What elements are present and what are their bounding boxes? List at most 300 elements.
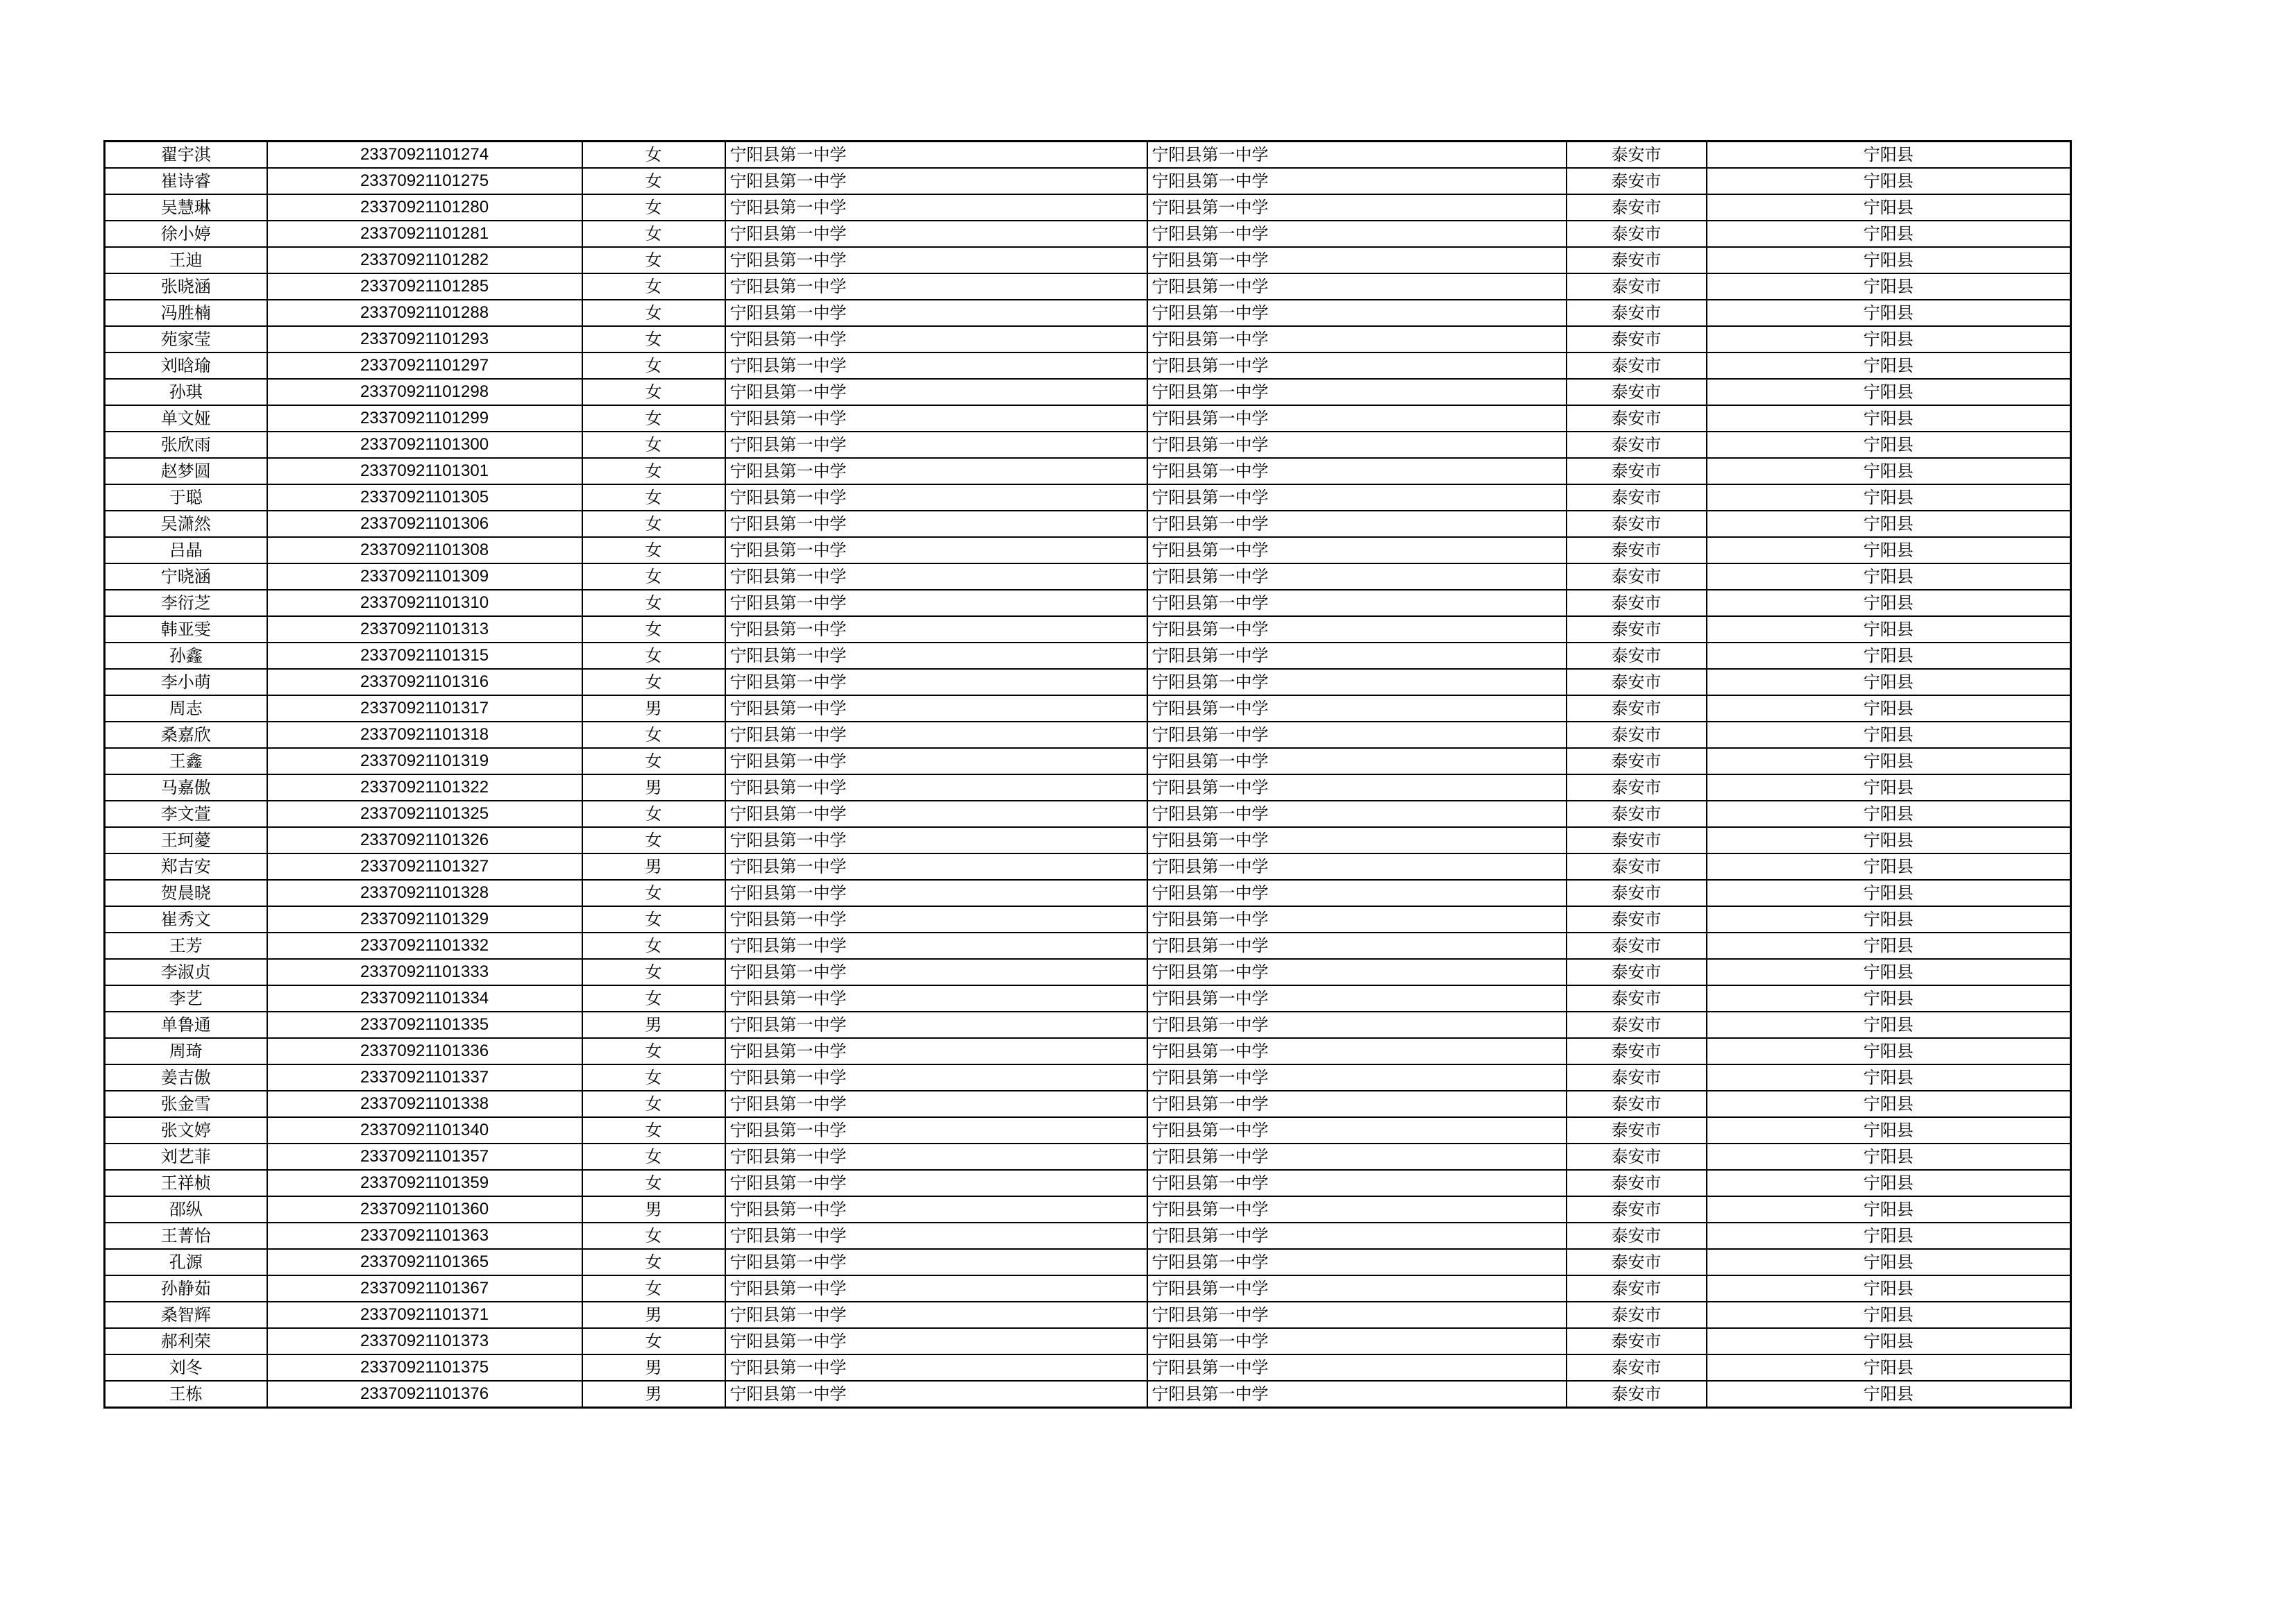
school-cell: 宁阳县第一中学 (725, 1354, 1147, 1381)
student-name-cell: 冯胜楠 (105, 300, 267, 326)
table-row (105, 405, 2071, 432)
school-cell: 宁阳县第一中学 (725, 432, 1147, 458)
candidate-number-cell: 23370921101375 (267, 1354, 582, 1381)
candidate-number-cell: 23370921101360 (267, 1196, 582, 1223)
table-row (105, 616, 2071, 643)
county-cell: 宁阳县 (1707, 827, 2071, 853)
city-cell: 泰安市 (1567, 880, 1707, 906)
student-name-cell: 王珂薆 (105, 827, 267, 853)
city-cell: 泰安市 (1567, 273, 1707, 300)
county-cell: 宁阳县 (1707, 273, 2071, 300)
school-secondary-cell: 宁阳县第一中学 (1147, 1275, 1567, 1302)
county-cell: 宁阳县 (1707, 616, 2071, 643)
candidate-number-cell: 23370921101333 (267, 959, 582, 985)
school-cell: 宁阳县第一中学 (725, 194, 1147, 221)
school-cell: 宁阳县第一中学 (725, 985, 1147, 1012)
school-cell: 宁阳县第一中学 (725, 1275, 1147, 1302)
student-name-cell: 于聪 (105, 484, 267, 511)
table-row (105, 853, 2071, 880)
school-secondary-cell: 宁阳县第一中学 (1147, 300, 1567, 326)
city-cell: 泰安市 (1567, 352, 1707, 379)
city-cell: 泰安市 (1567, 1038, 1707, 1064)
candidate-number-cell: 23370921101328 (267, 880, 582, 906)
county-cell: 宁阳县 (1707, 1117, 2071, 1144)
school-cell: 宁阳县第一中学 (725, 722, 1147, 748)
school-cell: 宁阳县第一中学 (725, 827, 1147, 853)
gender-cell: 女 (582, 432, 725, 458)
student-name-cell: 张晓涵 (105, 273, 267, 300)
school-secondary-cell: 宁阳县第一中学 (1147, 827, 1567, 853)
candidate-number-cell: 23370921101299 (267, 405, 582, 432)
student-name-cell: 苑家莹 (105, 326, 267, 352)
student-name-cell: 徐小婷 (105, 221, 267, 247)
gender-cell: 女 (582, 906, 725, 933)
candidate-number-cell: 23370921101376 (267, 1381, 582, 1408)
candidate-number-cell: 23370921101332 (267, 933, 582, 959)
table-row (105, 511, 2071, 537)
county-cell: 宁阳县 (1707, 432, 2071, 458)
school-cell: 宁阳县第一中学 (725, 1381, 1147, 1408)
school-cell: 宁阳县第一中学 (725, 616, 1147, 643)
student-name-cell: 单文娅 (105, 405, 267, 432)
school-cell: 宁阳县第一中学 (725, 1012, 1147, 1038)
school-secondary-cell: 宁阳县第一中学 (1147, 273, 1567, 300)
gender-cell: 男 (582, 1012, 725, 1038)
student-table (103, 140, 2072, 1409)
county-cell: 宁阳县 (1707, 933, 2071, 959)
candidate-number-cell: 23370921101275 (267, 168, 582, 194)
county-cell: 宁阳县 (1707, 1012, 2071, 1038)
county-cell: 宁阳县 (1707, 142, 2071, 169)
candidate-number-cell: 23370921101306 (267, 511, 582, 537)
gender-cell: 女 (582, 273, 725, 300)
county-cell: 宁阳县 (1707, 563, 2071, 590)
school-cell: 宁阳县第一中学 (725, 247, 1147, 273)
city-cell: 泰安市 (1567, 669, 1707, 695)
city-cell: 泰安市 (1567, 801, 1707, 827)
school-secondary-cell: 宁阳县第一中学 (1147, 1223, 1567, 1249)
city-cell: 泰安市 (1567, 247, 1707, 273)
gender-cell: 女 (582, 959, 725, 985)
table-row (105, 1064, 2071, 1091)
city-cell: 泰安市 (1567, 1117, 1707, 1144)
school-secondary-cell: 宁阳县第一中学 (1147, 168, 1567, 194)
school-cell: 宁阳县第一中学 (725, 1196, 1147, 1223)
school-secondary-cell: 宁阳县第一中学 (1147, 247, 1567, 273)
county-cell: 宁阳县 (1707, 1275, 2071, 1302)
candidate-number-cell: 23370921101335 (267, 1012, 582, 1038)
county-cell: 宁阳县 (1707, 1354, 2071, 1381)
city-cell: 泰安市 (1567, 616, 1707, 643)
school-secondary-cell: 宁阳县第一中学 (1147, 511, 1567, 537)
school-cell: 宁阳县第一中学 (725, 1064, 1147, 1091)
school-secondary-cell: 宁阳县第一中学 (1147, 379, 1567, 405)
candidate-number-cell: 23370921101322 (267, 774, 582, 801)
student-name-cell: 刘冬 (105, 1354, 267, 1381)
student-name-cell: 周志 (105, 695, 267, 722)
candidate-number-cell: 23370921101337 (267, 1064, 582, 1091)
school-cell: 宁阳县第一中学 (725, 537, 1147, 563)
school-cell: 宁阳县第一中学 (725, 1144, 1147, 1170)
county-cell: 宁阳县 (1707, 1064, 2071, 1091)
student-name-cell: 郑吉安 (105, 853, 267, 880)
table-row (105, 1117, 2071, 1144)
gender-cell: 女 (582, 563, 725, 590)
county-cell: 宁阳县 (1707, 511, 2071, 537)
candidate-number-cell: 23370921101315 (267, 643, 582, 669)
gender-cell: 女 (582, 1038, 725, 1064)
table-row (105, 880, 2071, 906)
county-cell: 宁阳县 (1707, 484, 2071, 511)
school-secondary-cell: 宁阳县第一中学 (1147, 1117, 1567, 1144)
table-row (105, 379, 2071, 405)
table-row (105, 1038, 2071, 1064)
city-cell: 泰安市 (1567, 748, 1707, 774)
county-cell: 宁阳县 (1707, 379, 2071, 405)
student-name-cell: 宁晓涵 (105, 563, 267, 590)
gender-cell: 女 (582, 142, 725, 169)
table-row (105, 221, 2071, 247)
county-cell: 宁阳县 (1707, 880, 2071, 906)
school-cell: 宁阳县第一中学 (725, 352, 1147, 379)
gender-cell: 女 (582, 326, 725, 352)
candidate-number-cell: 23370921101293 (267, 326, 582, 352)
gender-cell: 女 (582, 1249, 725, 1275)
candidate-number-cell: 23370921101298 (267, 379, 582, 405)
county-cell: 宁阳县 (1707, 774, 2071, 801)
school-cell: 宁阳县第一中学 (725, 774, 1147, 801)
city-cell: 泰安市 (1567, 774, 1707, 801)
table-row (105, 985, 2071, 1012)
table-row (105, 1012, 2071, 1038)
gender-cell: 女 (582, 1117, 725, 1144)
school-cell: 宁阳县第一中学 (725, 1170, 1147, 1196)
city-cell: 泰安市 (1567, 300, 1707, 326)
school-cell: 宁阳县第一中学 (725, 1091, 1147, 1117)
table-row (105, 537, 2071, 563)
candidate-number-cell: 23370921101301 (267, 458, 582, 484)
candidate-number-cell: 23370921101318 (267, 722, 582, 748)
city-cell: 泰安市 (1567, 1196, 1707, 1223)
city-cell: 泰安市 (1567, 695, 1707, 722)
student-name-cell: 张欣雨 (105, 432, 267, 458)
school-secondary-cell: 宁阳县第一中学 (1147, 1302, 1567, 1328)
gender-cell: 女 (582, 1064, 725, 1091)
school-cell: 宁阳县第一中学 (725, 511, 1147, 537)
school-cell: 宁阳县第一中学 (725, 590, 1147, 616)
gender-cell: 女 (582, 352, 725, 379)
table-row (105, 933, 2071, 959)
school-secondary-cell: 宁阳县第一中学 (1147, 1038, 1567, 1064)
school-cell: 宁阳县第一中学 (725, 1302, 1147, 1328)
candidate-number-cell: 23370921101313 (267, 616, 582, 643)
county-cell: 宁阳县 (1707, 1249, 2071, 1275)
school-cell: 宁阳县第一中学 (725, 801, 1147, 827)
table-body (105, 142, 2071, 1408)
school-secondary-cell: 宁阳县第一中学 (1147, 1170, 1567, 1196)
gender-cell: 女 (582, 1275, 725, 1302)
student-name-cell: 贺晨晓 (105, 880, 267, 906)
city-cell: 泰安市 (1567, 590, 1707, 616)
school-secondary-cell: 宁阳县第一中学 (1147, 1354, 1567, 1381)
school-cell: 宁阳县第一中学 (725, 853, 1147, 880)
candidate-number-cell: 23370921101297 (267, 352, 582, 379)
student-name-cell: 王菁怡 (105, 1223, 267, 1249)
gender-cell: 女 (582, 458, 725, 484)
candidate-number-cell: 23370921101300 (267, 432, 582, 458)
student-name-cell: 吴潇然 (105, 511, 267, 537)
county-cell: 宁阳县 (1707, 959, 2071, 985)
student-name-cell: 李淑贞 (105, 959, 267, 985)
table-row (105, 300, 2071, 326)
school-cell: 宁阳县第一中学 (725, 379, 1147, 405)
school-secondary-cell: 宁阳县第一中学 (1147, 695, 1567, 722)
table-row (105, 142, 2071, 169)
table-row (105, 1196, 2071, 1223)
school-secondary-cell: 宁阳县第一中学 (1147, 1196, 1567, 1223)
student-name-cell: 刘艺菲 (105, 1144, 267, 1170)
table-row (105, 1170, 2071, 1196)
school-secondary-cell: 宁阳县第一中学 (1147, 1064, 1567, 1091)
school-secondary-cell: 宁阳县第一中学 (1147, 221, 1567, 247)
student-name-cell: 郝利荣 (105, 1328, 267, 1354)
school-cell: 宁阳县第一中学 (725, 168, 1147, 194)
school-secondary-cell: 宁阳县第一中学 (1147, 432, 1567, 458)
school-secondary-cell: 宁阳县第一中学 (1147, 722, 1567, 748)
table-row (105, 906, 2071, 933)
candidate-number-cell: 23370921101371 (267, 1302, 582, 1328)
candidate-number-cell: 23370921101338 (267, 1091, 582, 1117)
student-name-cell: 桑智辉 (105, 1302, 267, 1328)
city-cell: 泰安市 (1567, 1275, 1707, 1302)
school-cell: 宁阳县第一中学 (725, 1038, 1147, 1064)
school-secondary-cell: 宁阳县第一中学 (1147, 669, 1567, 695)
candidate-number-cell: 23370921101329 (267, 906, 582, 933)
student-name-cell: 吕晶 (105, 537, 267, 563)
city-cell: 泰安市 (1567, 1064, 1707, 1091)
city-cell: 泰安市 (1567, 326, 1707, 352)
candidate-number-cell: 23370921101308 (267, 537, 582, 563)
gender-cell: 女 (582, 221, 725, 247)
city-cell: 泰安市 (1567, 194, 1707, 221)
city-cell: 泰安市 (1567, 643, 1707, 669)
city-cell: 泰安市 (1567, 933, 1707, 959)
school-secondary-cell: 宁阳县第一中学 (1147, 352, 1567, 379)
county-cell: 宁阳县 (1707, 1170, 2071, 1196)
school-cell: 宁阳县第一中学 (725, 669, 1147, 695)
school-secondary-cell: 宁阳县第一中学 (1147, 959, 1567, 985)
city-cell: 泰安市 (1567, 432, 1707, 458)
student-name-cell: 马嘉傲 (105, 774, 267, 801)
candidate-number-cell: 23370921101326 (267, 827, 582, 853)
county-cell: 宁阳县 (1707, 748, 2071, 774)
county-cell: 宁阳县 (1707, 695, 2071, 722)
student-name-cell: 刘晗瑜 (105, 352, 267, 379)
student-name-cell: 孔源 (105, 1249, 267, 1275)
city-cell: 泰安市 (1567, 827, 1707, 853)
school-secondary-cell: 宁阳县第一中学 (1147, 590, 1567, 616)
gender-cell: 女 (582, 616, 725, 643)
city-cell: 泰安市 (1567, 484, 1707, 511)
table-row (105, 194, 2071, 221)
city-cell: 泰安市 (1567, 1381, 1707, 1408)
school-secondary-cell: 宁阳县第一中学 (1147, 194, 1567, 221)
gender-cell: 女 (582, 1144, 725, 1170)
table-row (105, 1144, 2071, 1170)
school-cell: 宁阳县第一中学 (725, 906, 1147, 933)
county-cell: 宁阳县 (1707, 247, 2071, 273)
school-cell: 宁阳县第一中学 (725, 142, 1147, 169)
county-cell: 宁阳县 (1707, 985, 2071, 1012)
table-row (105, 1091, 2071, 1117)
county-cell: 宁阳县 (1707, 669, 2071, 695)
table-row (105, 168, 2071, 194)
county-cell: 宁阳县 (1707, 1196, 2071, 1223)
school-secondary-cell: 宁阳县第一中学 (1147, 801, 1567, 827)
table-row (105, 748, 2071, 774)
candidate-number-cell: 23370921101325 (267, 801, 582, 827)
table-row (105, 590, 2071, 616)
gender-cell: 女 (582, 484, 725, 511)
roster-sheet (103, 140, 2070, 1409)
table-row (105, 827, 2071, 853)
gender-cell: 女 (582, 1223, 725, 1249)
student-name-cell: 韩亚雯 (105, 616, 267, 643)
gender-cell: 女 (582, 300, 725, 326)
candidate-number-cell: 23370921101359 (267, 1170, 582, 1196)
candidate-number-cell: 23370921101282 (267, 247, 582, 273)
school-cell: 宁阳县第一中学 (725, 563, 1147, 590)
school-cell: 宁阳县第一中学 (725, 1328, 1147, 1354)
table-row (105, 484, 2071, 511)
county-cell: 宁阳县 (1707, 352, 2071, 379)
student-name-cell: 李艺 (105, 985, 267, 1012)
gender-cell: 男 (582, 1196, 725, 1223)
city-cell: 泰安市 (1567, 405, 1707, 432)
candidate-number-cell: 23370921101365 (267, 1249, 582, 1275)
gender-cell: 女 (582, 1328, 725, 1354)
candidate-number-cell: 23370921101340 (267, 1117, 582, 1144)
school-secondary-cell: 宁阳县第一中学 (1147, 1091, 1567, 1117)
city-cell: 泰安市 (1567, 1012, 1707, 1038)
student-name-cell: 邵纵 (105, 1196, 267, 1223)
county-cell: 宁阳县 (1707, 643, 2071, 669)
county-cell: 宁阳县 (1707, 1144, 2071, 1170)
candidate-number-cell: 23370921101288 (267, 300, 582, 326)
student-name-cell: 赵梦圆 (105, 458, 267, 484)
student-name-cell: 周琦 (105, 1038, 267, 1064)
table-row (105, 1381, 2071, 1408)
student-name-cell: 孙琪 (105, 379, 267, 405)
table-row (105, 1275, 2071, 1302)
county-cell: 宁阳县 (1707, 1038, 2071, 1064)
school-cell: 宁阳县第一中学 (725, 880, 1147, 906)
gender-cell: 男 (582, 1302, 725, 1328)
gender-cell: 女 (582, 643, 725, 669)
county-cell: 宁阳县 (1707, 722, 2071, 748)
school-cell: 宁阳县第一中学 (725, 959, 1147, 985)
city-cell: 泰安市 (1567, 1328, 1707, 1354)
city-cell: 泰安市 (1567, 906, 1707, 933)
student-name-cell: 王栋 (105, 1381, 267, 1408)
student-name-cell: 孙静茹 (105, 1275, 267, 1302)
school-secondary-cell: 宁阳县第一中学 (1147, 853, 1567, 880)
gender-cell: 女 (582, 405, 725, 432)
candidate-number-cell: 23370921101305 (267, 484, 582, 511)
school-secondary-cell: 宁阳县第一中学 (1147, 326, 1567, 352)
student-name-cell: 姜吉傲 (105, 1064, 267, 1091)
school-secondary-cell: 宁阳县第一中学 (1147, 563, 1567, 590)
county-cell: 宁阳县 (1707, 458, 2071, 484)
city-cell: 泰安市 (1567, 537, 1707, 563)
city-cell: 泰安市 (1567, 458, 1707, 484)
gender-cell: 女 (582, 880, 725, 906)
city-cell: 泰安市 (1567, 379, 1707, 405)
school-secondary-cell: 宁阳县第一中学 (1147, 616, 1567, 643)
candidate-number-cell: 23370921101317 (267, 695, 582, 722)
candidate-number-cell: 23370921101274 (267, 142, 582, 169)
county-cell: 宁阳县 (1707, 590, 2071, 616)
gender-cell: 女 (582, 722, 725, 748)
school-secondary-cell: 宁阳县第一中学 (1147, 484, 1567, 511)
city-cell: 泰安市 (1567, 1249, 1707, 1275)
school-cell: 宁阳县第一中学 (725, 933, 1147, 959)
candidate-number-cell: 23370921101319 (267, 748, 582, 774)
school-cell: 宁阳县第一中学 (725, 695, 1147, 722)
school-cell: 宁阳县第一中学 (725, 405, 1147, 432)
table-row (105, 1328, 2071, 1354)
table-row (105, 1302, 2071, 1328)
candidate-number-cell: 23370921101316 (267, 669, 582, 695)
county-cell: 宁阳县 (1707, 326, 2071, 352)
school-secondary-cell: 宁阳县第一中学 (1147, 933, 1567, 959)
school-secondary-cell: 宁阳县第一中学 (1147, 880, 1567, 906)
table-row (105, 563, 2071, 590)
city-cell: 泰安市 (1567, 1091, 1707, 1117)
student-name-cell: 单鲁通 (105, 1012, 267, 1038)
gender-cell: 女 (582, 194, 725, 221)
city-cell: 泰安市 (1567, 1354, 1707, 1381)
school-secondary-cell: 宁阳县第一中学 (1147, 458, 1567, 484)
school-secondary-cell: 宁阳县第一中学 (1147, 537, 1567, 563)
school-secondary-cell: 宁阳县第一中学 (1147, 1381, 1567, 1408)
gender-cell: 女 (582, 247, 725, 273)
city-cell: 泰安市 (1567, 959, 1707, 985)
school-secondary-cell: 宁阳县第一中学 (1147, 643, 1567, 669)
candidate-number-cell: 23370921101285 (267, 273, 582, 300)
table-row (105, 801, 2071, 827)
candidate-number-cell: 23370921101281 (267, 221, 582, 247)
student-name-cell: 崔秀文 (105, 906, 267, 933)
school-secondary-cell: 宁阳县第一中学 (1147, 774, 1567, 801)
school-cell: 宁阳县第一中学 (725, 1117, 1147, 1144)
city-cell: 泰安市 (1567, 563, 1707, 590)
county-cell: 宁阳县 (1707, 1381, 2071, 1408)
student-name-cell: 孙鑫 (105, 643, 267, 669)
gender-cell: 女 (582, 537, 725, 563)
table-row (105, 326, 2071, 352)
school-secondary-cell: 宁阳县第一中学 (1147, 405, 1567, 432)
city-cell: 泰安市 (1567, 722, 1707, 748)
city-cell: 泰安市 (1567, 511, 1707, 537)
school-secondary-cell: 宁阳县第一中学 (1147, 1012, 1567, 1038)
student-name-cell: 桑嘉欣 (105, 722, 267, 748)
county-cell: 宁阳县 (1707, 300, 2071, 326)
table-row (105, 1354, 2071, 1381)
city-cell: 泰安市 (1567, 853, 1707, 880)
student-name-cell: 李衍芝 (105, 590, 267, 616)
city-cell: 泰安市 (1567, 142, 1707, 169)
